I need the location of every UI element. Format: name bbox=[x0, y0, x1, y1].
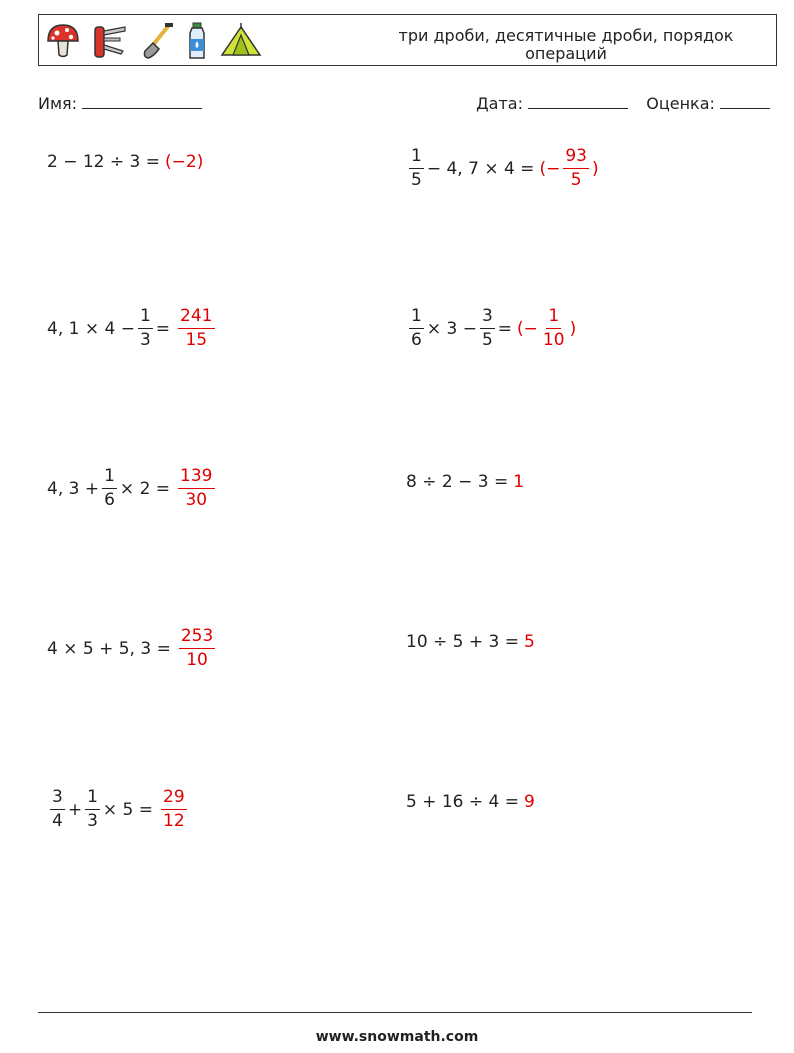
fraction: $\frac{3}{4}$ bbox=[52, 787, 63, 831]
footer-divider bbox=[38, 1012, 752, 1013]
answer: 1 bbox=[513, 472, 525, 492]
problem-expression: − 4, 7 × 4 = bbox=[426, 158, 535, 179]
problem-3: 4, 1 × 4 − $\frac{1}{3}$ = $\frac{241}{15}$ bbox=[47, 307, 218, 350]
shovel-icon bbox=[139, 21, 175, 61]
fraction: $\frac{1}{6}$ bbox=[104, 466, 115, 510]
problem-expression: × 5 = bbox=[102, 799, 154, 820]
answer: $\frac{29}{12}$ bbox=[163, 787, 185, 831]
fraction: $\frac{1}{6}$ bbox=[411, 306, 422, 350]
answer: $\frac{241}{15}$ bbox=[180, 306, 213, 350]
problem-expression: 8 ÷ 2 − 3 = bbox=[406, 472, 509, 492]
grade-label: Оценка: bbox=[646, 94, 715, 113]
problem-2 bbox=[406, 147, 599, 190]
water-bottle-icon bbox=[185, 21, 209, 61]
problem-9: $\frac{3}{4}$ + $\frac{1}{3}$ × 5 = $\frac{29}{12}$ bbox=[47, 788, 190, 831]
answer: 5 bbox=[524, 632, 535, 652]
answer: (− $\frac{1}{10}$ ) bbox=[517, 306, 577, 350]
fraction: $\frac{1}{3}$ bbox=[139, 306, 151, 350]
date-label: Дата: bbox=[476, 94, 523, 113]
problem-expression: × 3 − bbox=[426, 318, 477, 339]
problem-7 bbox=[47, 627, 218, 670]
tent-icon bbox=[219, 21, 263, 61]
footer-site-link[interactable]: www.snowmath.com bbox=[315, 1029, 479, 1045]
problem-10 bbox=[406, 792, 535, 812]
problem-8 bbox=[406, 632, 535, 652]
answer: (− $\frac{93}{5}$ ) bbox=[539, 146, 599, 190]
fraction: $\frac{1}{5}$ bbox=[411, 146, 422, 190]
fraction: $\frac{1}{3}$ bbox=[87, 787, 98, 831]
problem-expression: 10 ÷ 5 + 3 = bbox=[406, 632, 520, 652]
name-line[interactable] bbox=[82, 94, 202, 109]
problem-expression: 4, 3 + bbox=[47, 478, 100, 499]
problem-expression: 2 − 12 ÷ 3 = bbox=[47, 152, 161, 172]
answer: $\frac{139}{30}$ bbox=[180, 466, 213, 510]
answer: 9 bbox=[524, 792, 535, 812]
answer: $\frac{253}{10}$ bbox=[180, 626, 214, 670]
problem-5: 4, 3 + $\frac{1}{6}$ × 2 = $\frac{139}{30}$ bbox=[47, 467, 218, 510]
icon-row bbox=[45, 19, 263, 63]
answer: (−2) bbox=[165, 152, 204, 172]
grade-line[interactable] bbox=[720, 94, 770, 109]
problem-4: $\frac{1}{6}$ × 3 − $\frac{3}{5}$ = (− $\frac{1}{10}$ ) bbox=[411, 306, 577, 350]
problem-expression: 4, 1 × 4 − bbox=[47, 318, 135, 339]
fraction: $\frac{3}{5}$ bbox=[481, 306, 493, 350]
worksheet-header bbox=[38, 14, 777, 66]
problem-expression: 4 × 5 + 5, 3 = bbox=[47, 638, 171, 659]
date-line[interactable] bbox=[528, 94, 628, 109]
mushroom-icon bbox=[45, 21, 81, 61]
problem-expression: 5 + 16 ÷ 4 = bbox=[406, 792, 520, 812]
date-grade-fields bbox=[476, 94, 770, 113]
worksheet-title: три дроби, десятичные дроби, порядок операций bbox=[398, 26, 734, 63]
name-label: Имя: bbox=[38, 94, 78, 113]
problem-1 bbox=[47, 152, 203, 172]
problem-6 bbox=[406, 472, 524, 492]
pocket-knife-icon bbox=[91, 21, 129, 61]
name-field bbox=[38, 94, 202, 113]
